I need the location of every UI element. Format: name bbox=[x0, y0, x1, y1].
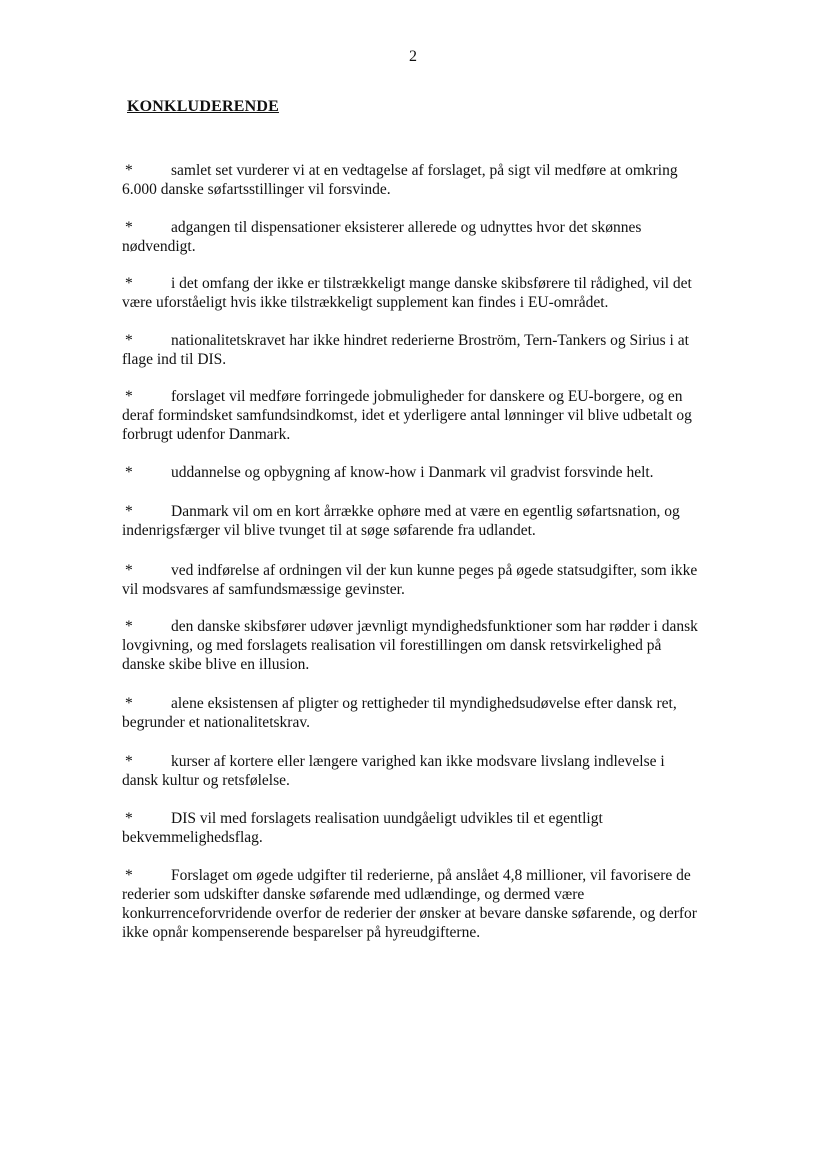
list-item-text: adgangen til dispensationer eksisterer allerede og udnyttes hvor det skønnes nødvendigt. bbox=[122, 219, 642, 255]
page-number: 2 bbox=[409, 48, 417, 65]
list-item bbox=[122, 218, 702, 256]
list-item bbox=[122, 866, 702, 942]
bullet-asterisk: * bbox=[125, 503, 133, 520]
list-item-text: Danmark vil om en kort årrække ophøre med at være en egentlig søfartsnation, og indenrigsfærger vil blive tvunget til at søge søfarende fra udlandet. bbox=[122, 503, 680, 539]
bullet-asterisk: * bbox=[125, 464, 133, 481]
bullet-asterisk: * bbox=[125, 867, 133, 884]
bullet-asterisk: * bbox=[125, 695, 133, 712]
list-item bbox=[122, 274, 702, 312]
bullet-asterisk: * bbox=[125, 618, 133, 635]
list-item-text: DIS vil med forslagets realisation uundgåeligt udvikles til et egentligt bekvemmelighedsflag. bbox=[122, 810, 603, 846]
list-item bbox=[122, 331, 702, 369]
section-heading: KONKLUDERENDE bbox=[127, 98, 279, 115]
bullet-asterisk: * bbox=[125, 219, 133, 236]
list-item bbox=[122, 502, 702, 540]
list-item-text: ved indførelse af ordningen vil der kun kunne peges på øgede statsudgifter, som ikke vil modsvares af samfundsmæssige gevinster. bbox=[122, 562, 698, 598]
bullet-asterisk: * bbox=[125, 332, 133, 349]
list-item-text: alene eksistensen af pligter og rettigheder til myndighedsudøvelse efter dansk ret, begrunder et nationalitetskrav. bbox=[122, 695, 677, 731]
list-item-text: i det omfang der ikke er tilstrækkeligt mange danske skibsførere til rådighed, vil det være uforståeligt hvis ikke tilstrækkeligt supplement kan findes i EU-området. bbox=[122, 275, 692, 311]
list-item-text: samlet set vurderer vi at en vedtagelse af forslaget, på sigt vil medføre at omkring 6.000 danske søfartsstillinger vil forsvinde. bbox=[122, 162, 678, 198]
list-item bbox=[122, 617, 702, 674]
list-item bbox=[122, 561, 702, 599]
list-item bbox=[122, 161, 702, 199]
list-item-text: den danske skibsfører udøver jævnligt myndighedsfunktioner som har rødder i dansk lovgivning, og med forslagets realisation vil forestillingen om dansk retsvirkelighed på danske skibe blive en illusion. bbox=[122, 618, 698, 673]
bullet-asterisk: * bbox=[125, 562, 133, 579]
bullet-asterisk: * bbox=[125, 753, 133, 770]
list-item-text: Forslaget om øgede udgifter til rederierne, på anslået 4,8 millioner, vil favorisere de rederier som udskifter danske søfarende med udlændinge, og dermed være konkurrenceforvridende overfor de rederier der ønsker at bevare danske søfarende, og derfor ikke opnår kompenserende besparelser på hyreudgifterne. bbox=[122, 867, 697, 941]
list-item-text: kurser af kortere eller længere varighed kan ikke modsvare livslang indlevelse i dansk kultur og retsfølelse. bbox=[122, 753, 665, 789]
list-item bbox=[122, 387, 702, 444]
bullet-asterisk: * bbox=[125, 275, 133, 292]
bullet-asterisk: * bbox=[125, 162, 133, 179]
list-item-text: uddannelse og opbygning af know-how i Danmark vil gradvist forsvinde helt. bbox=[171, 464, 654, 481]
list-item bbox=[122, 694, 702, 732]
bullet-asterisk: * bbox=[125, 388, 133, 405]
list-item-text: forslaget vil medføre forringede jobmuligheder for danskere og EU-borgere, og en deraf formindsket samfundsindkomst, idet et yderligere antal lønninger vil blive udbetalt og forbrugt udenfor Danmark. bbox=[122, 388, 692, 443]
bullet-asterisk: * bbox=[125, 810, 133, 827]
list-item-text: nationalitetskravet har ikke hindret rederierne Broström, Tern-Tankers og Sirius i at flage ind til DIS. bbox=[122, 332, 689, 368]
list-item bbox=[122, 752, 702, 790]
list-item bbox=[122, 809, 702, 847]
list-item bbox=[122, 463, 702, 482]
